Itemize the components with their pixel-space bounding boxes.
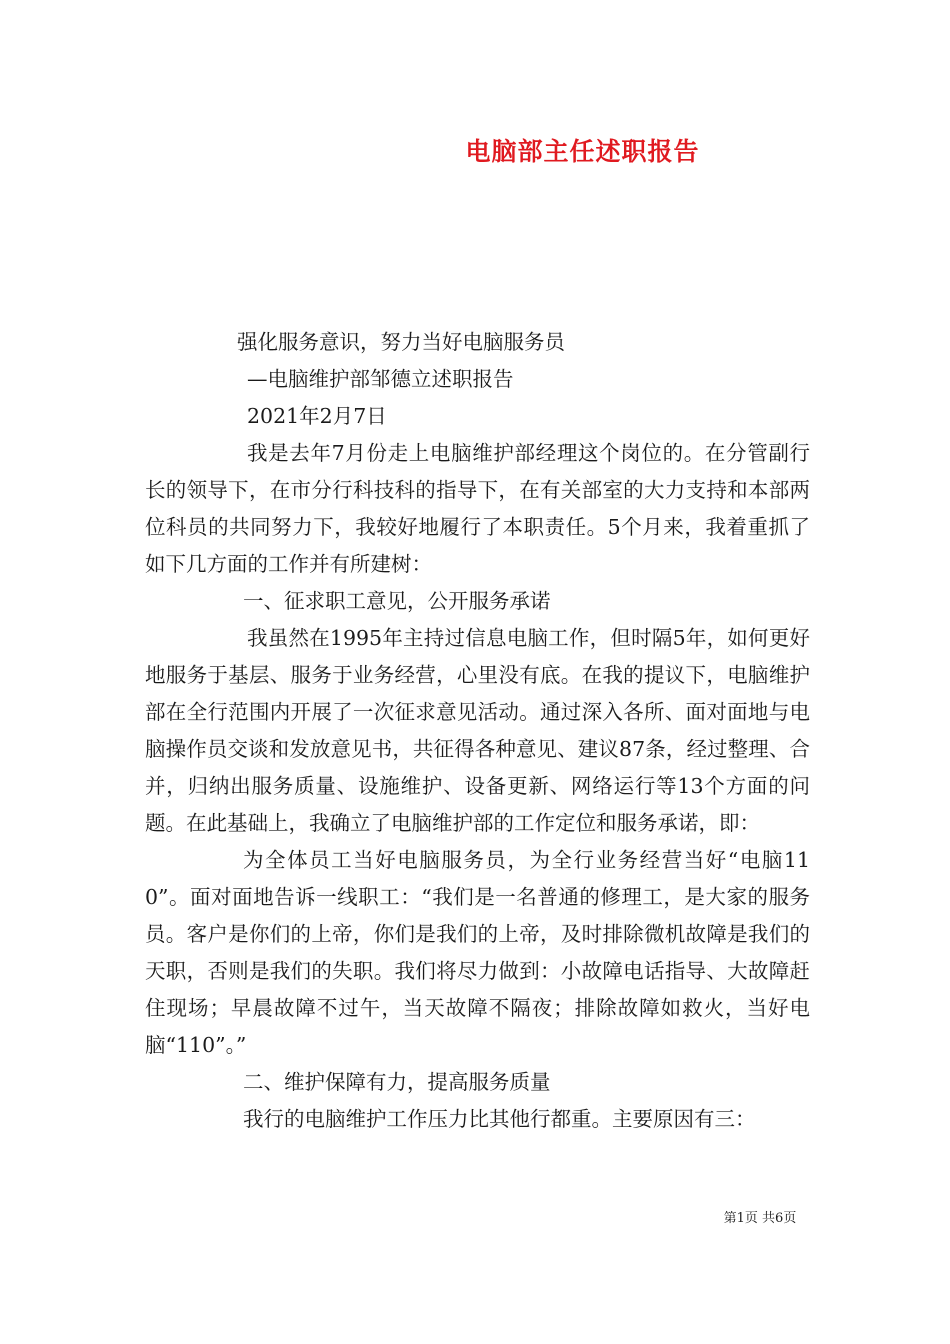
body-paragraph: 我行的电脑维护工作压力比其他行都重。主要原因有三： [243,1107,756,1131]
body-paragraph: 为全体员工当好电脑服务员，为全行业务经营当好“电脑110”。面对面地告诉一线职工：“我们是一名普通的修理工，是大家的服务员。客户是你们的上帝，你们是我们的上帝，及时排除微机故障是我们的天职，否则是我们的失职。我们将尽力做到：小故障电话指导、大故障赶住现场；早晨故障不过午，当天故障不隔夜；排除故障如救火，当好电脑“110”。” [145,848,810,1057]
document-body [145,324,810,1138]
page-title: 电脑部主任述职报告 [465,137,700,166]
body-paragraph: 我虽然在1995年主持过信息电脑工作，但时隔5年，如何更好地服务于基层、服务于业务经营，心里没有底。在我的提议下，电脑维护部在全行范围内开展了一次征求意见活动。通过深入各所、面对面地与电脑操作员交谈和发放意见书，共征得各种意见、建议87条，经过整理、合并，归纳出服务质量、设施维护、设备更新、网络运行等13个方面的问题。在此基础上，我确立了电脑维护部的工作定位和服务承诺，即： [145,626,810,835]
section-heading: 二、维护保障有力，提高服务质量 [243,1070,551,1094]
body-paragraph: 我是去年7月份走上电脑维护部经理这个岗位的。在分管副行长的领导下，在市分行科技科的指导下，在有关部室的大力支持和本部两位科员的共同努力下，我较好地履行了本职责任。5个月来，我着重抓了如下几方面的工作并有所建树： [145,441,810,576]
section-heading: 一、征求职工意见，公开服务承诺 [243,589,551,613]
report-date: 2021年2月7日 [247,404,387,428]
report-byline: —电脑维护部邹德立述职报告 [247,367,514,391]
subtitle-heading: 强化服务意识，努力当好电脑服务员 [237,330,565,354]
page-number: 第1页 共6页 [723,1211,797,1226]
